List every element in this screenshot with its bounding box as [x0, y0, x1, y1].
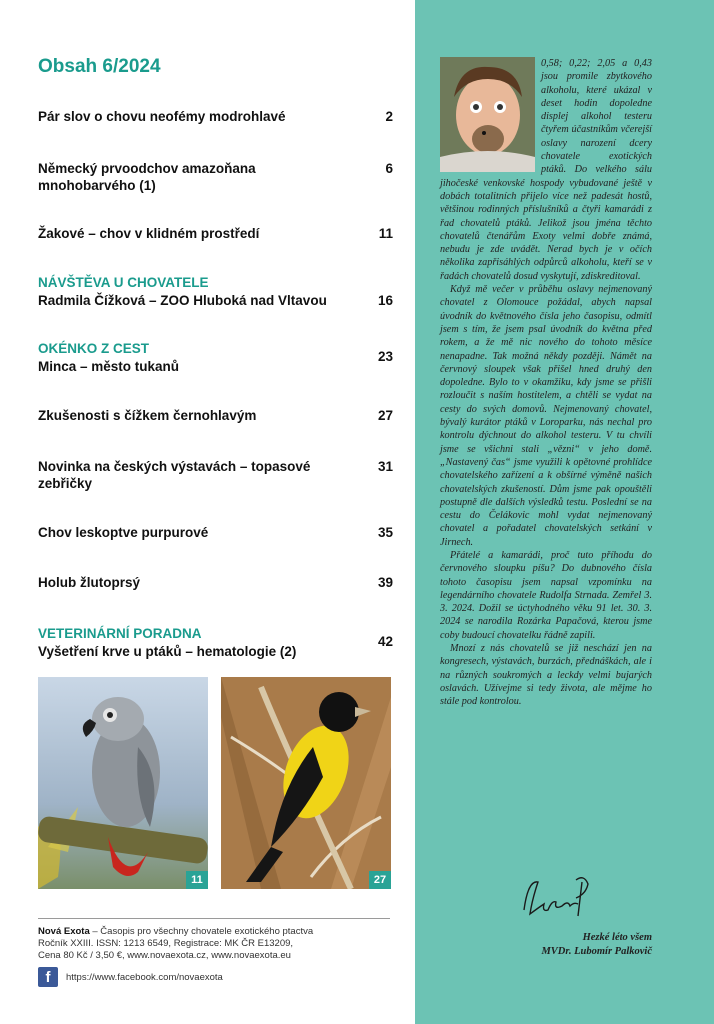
toc-entry-page: 35: [377, 525, 393, 540]
closing-line: Hezké léto všem: [582, 932, 652, 943]
toc-entry-page: 16: [377, 293, 393, 308]
magazine-name: Nová Exota: [38, 926, 90, 937]
toc-entry[interactable]: [38, 626, 393, 660]
toc-entry-page: 27: [377, 408, 393, 423]
toc-entry[interactable]: [38, 458, 393, 492]
toc-entry[interactable]: [38, 275, 393, 309]
toc-entry-title: Novinka na českých výstavách – topasové zebřičky: [38, 459, 311, 491]
grey-parrot-photo[interactable]: [38, 677, 208, 889]
grey-parrot-illustration: [38, 677, 208, 889]
toc-entry-page: 11: [378, 226, 393, 241]
price-and-web: Cena 80 Kč / 3,50 €, www.novaexota.cz, www.novaexota.eu: [38, 950, 291, 961]
toc-entry-page: 39: [377, 575, 393, 590]
toc-entry-title: Radmila Čížková – ZOO Hluboká nad Vltavou: [38, 293, 327, 308]
author-signature: [518, 870, 608, 924]
toc-entry-page: 2: [385, 109, 393, 124]
toc-entry-title: Zkušenosti s čížkem černohlavým: [38, 408, 257, 423]
publisher-footer: [38, 926, 398, 962]
author-name: MVDr. Lubomír Palkovič: [541, 946, 652, 957]
toc-entry-page: 23: [377, 349, 393, 364]
author-photo: [440, 57, 535, 172]
toc-entry-title: Vyšetření krve u ptáků – hematologie (2): [38, 644, 297, 659]
toc-section-heading: OKÉNKO Z CEST: [38, 341, 150, 356]
toc-entry[interactable]: [38, 225, 393, 242]
toc-entry[interactable]: [38, 108, 393, 125]
toc-entry[interactable]: [38, 160, 393, 194]
editorial-paragraph: 0,58; 0,22; 2,05 a 0,43 jsou promile zbytkového alkoholu, které ukázal v deset hodin dopoledne displej alkohol testeru čtyřem účastníkům včerejší oslavy narození dcery chovatele exotických ptáků. Do velkého sálu jihočeské venkovské hospody vybudované ještě v dobách totalitních přijelo více než padesát hostů, většinou rodinných příslušníků a čtyři kamarádi z řad chovatelů ptáků. Jelikož jsou jména těchto chovatelů čtenářům Exoty velmi dobře známá, nebudu je zde uvádět. Nerad bych je v očích několika zapřisáhlých odpůrců alkoholu, kteří se v řadách chovatelů dosud vyskytují, zdiskreditoval.: [440, 58, 652, 282]
facebook-link[interactable]: https://www.facebook.com/novaexota: [66, 972, 223, 983]
contents-title: Obsah 6/2024: [38, 56, 161, 77]
editorial-sign-off: [440, 931, 652, 959]
footer-divider: [38, 918, 390, 919]
toc-entry[interactable]: [38, 341, 393, 375]
toc-entry-page: 6: [385, 161, 393, 176]
toc-entry-title: Pár slov o chovu neofémy modrohlavé: [38, 109, 286, 124]
editorial-paragraph: Přátelé a kamarádi, proč tuto příhodu do červnového sloupku píšu? Do dubnového čísla tohoto časopisu jsem napsal vzpomínku na legendárního chovatele Rudolfa Strnada. Zemřel 3. 3. 2024. Dožil se úctyhodného věku 91 let. 30. 3. 2024 se narodila Rozárka Papačová, kterou jsme coby budoucí chovatelku řádně zapili.: [440, 549, 652, 641]
toc-entry-title: Německý prvoodchov amazoňana mnohobarvého (1): [38, 161, 256, 193]
picture-page-badge: 11: [186, 871, 208, 889]
toc-entry[interactable]: [38, 524, 393, 541]
siskin-illustration: [221, 677, 391, 889]
toc-entry-title: Žakové – chov v klidném prostředí: [38, 226, 260, 241]
picture-page-badge: 27: [369, 871, 391, 889]
toc-entry-title: Holub žlutoprsý: [38, 575, 140, 590]
toc-entry-page: 31: [377, 459, 393, 474]
editorial-text: [440, 57, 652, 709]
toc-entry[interactable]: [38, 574, 393, 591]
editorial-paragraph: Mnozí z nás chovatelů se již neschází jen na kongresech, výstavách, burzách, přednáškách, ale i na různých soukromých a leckdy velmi bujarých oslavách. Užívejme si tedy života, ale mějme ho stále pod kontrolou.: [440, 643, 652, 708]
siskin-photo[interactable]: [221, 677, 391, 889]
toc-section-heading: NÁVŠTĚVA U CHOVATELE: [38, 275, 209, 290]
editorial-paragraph: Když mě večer v průběhu oslavy nejmenovaný chovatel z Olomouce požádal, abych napsal úvodník do květnového čísla jeho časopisu, odmítl jsem s tím, že jsem psal úvodník do května před rokem, a že mě nic nového do tohoto měsíce nenapadne. Tak možná někdy později. Námět na červnový sloupek však přišel hned druhý den dopoledne. Bylo to v okamžiku, kdy jsme se přišli rozloučit s naším hostitelem, a chtěli se vydat na cesty do svých domovů. Nejmenovaný chovatel, bývalý kurátor ptáků v Loroparku, nás nechal pro kontrolu dýchnout do alkohol testeru. V tu chvíli jsme se všichni stali „vězni“ v jeho domě. „Nastavený čas“ jsme využili k opětovné prohlídce chovatelského zařízení a k obšírné výměně našich chovatelských zkušeností. Dům jsme pak opouštěli postupně dle dalších výsledků testu. Poslední se na cestu do Čelákovic mohl vydat nejmenovaný chovatel a pořadatel chovatelských setkání v Jirnech.: [440, 284, 652, 548]
toc-entry-title: Minca – město tukanů: [38, 359, 180, 374]
magazine-tagline: – Časopis pro všechny chovatele exotického ptactva: [89, 926, 314, 937]
toc-section-heading: VETERINÁRNÍ PORADNA: [38, 626, 202, 641]
toc-entry-title: Chov leskoptve purpurové: [38, 525, 209, 540]
issue-info: Ročník XXIII. ISSN: 1213 6549, Registrace: MK ČR E13209,: [38, 938, 294, 949]
facebook-icon[interactable]: f: [38, 967, 58, 987]
author-portrait: [440, 57, 535, 172]
toc-entry-page: 42: [377, 634, 393, 649]
toc-entry[interactable]: [38, 407, 393, 424]
